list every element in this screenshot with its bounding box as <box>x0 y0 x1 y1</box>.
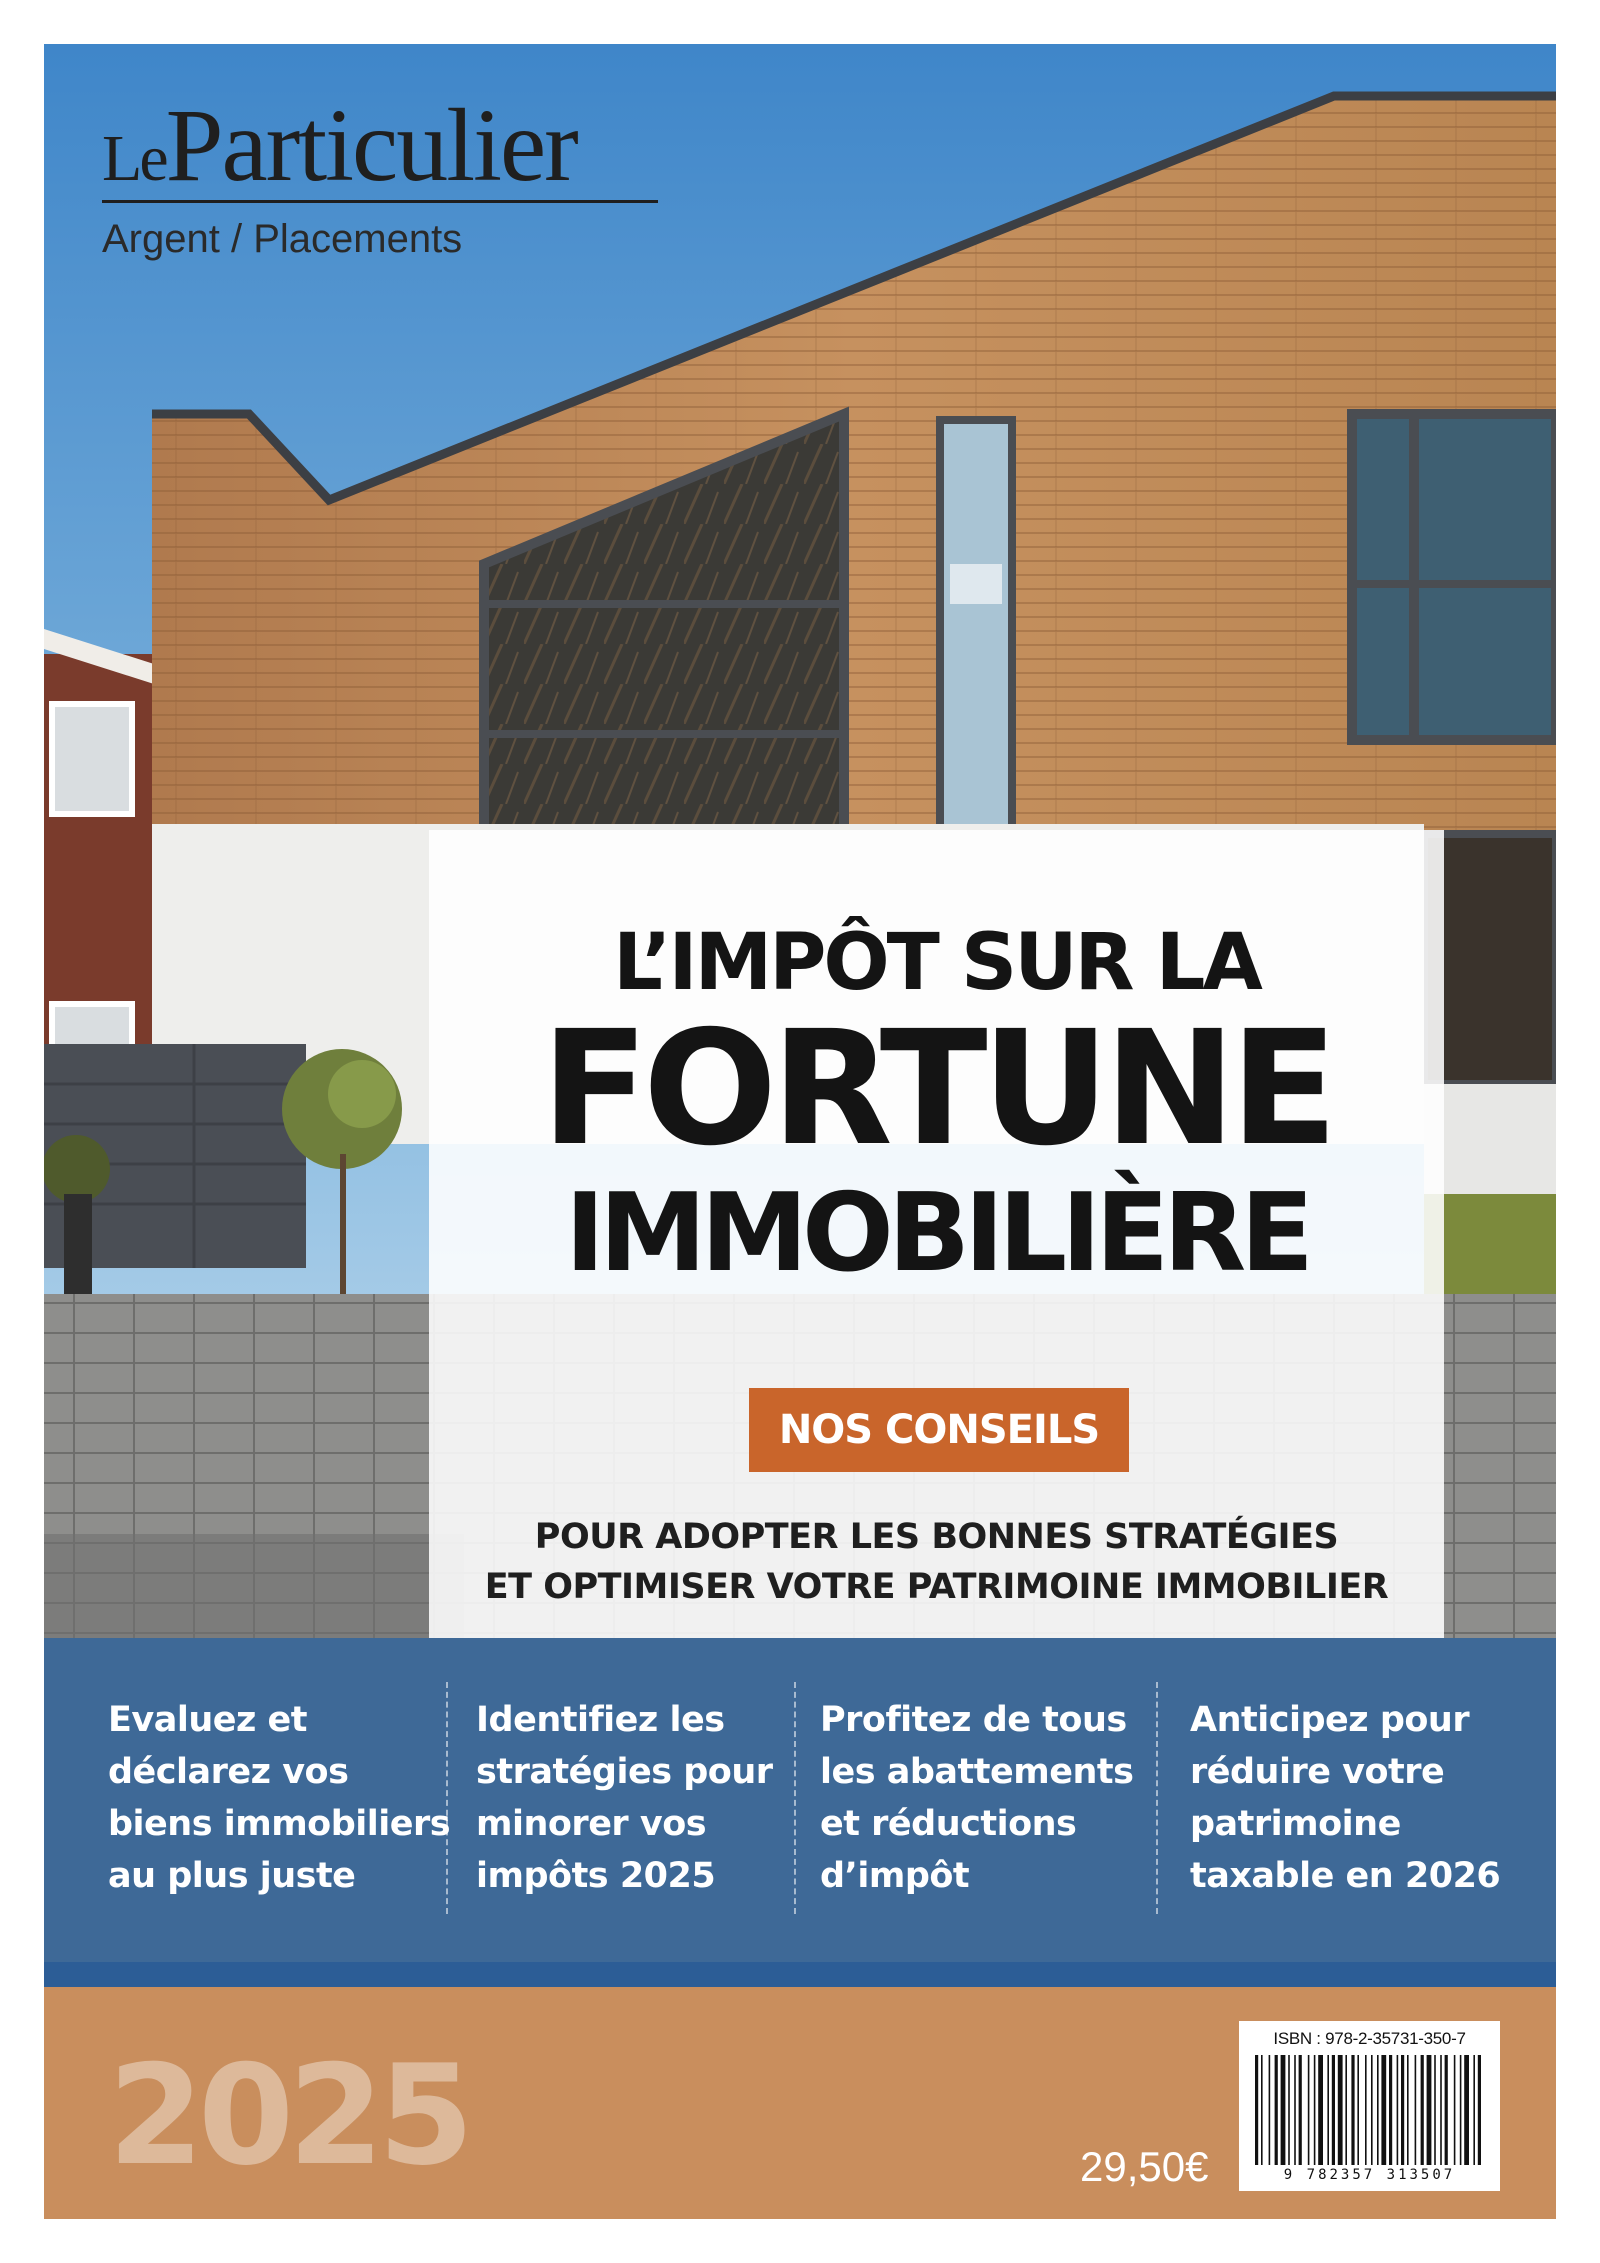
magazine-cover <box>44 44 1556 2219</box>
logo-name: Particulier <box>165 88 577 203</box>
feature-line: déclarez vos <box>108 1752 349 1792</box>
feature-line: au plus juste <box>108 1856 356 1896</box>
feature-divider <box>446 1682 448 1914</box>
feature-line: d’impôt <box>820 1856 970 1896</box>
barcode-bar <box>1318 2055 1323 2165</box>
feature-line: biens immobiliers <box>108 1804 451 1844</box>
barcode-bar <box>1351 2055 1354 2165</box>
feature-line: Evaluez et <box>108 1700 308 1740</box>
barcode-bar <box>1407 2055 1409 2165</box>
barcode <box>1253 2055 1486 2165</box>
barcode-bar <box>1434 2055 1436 2165</box>
price: 29,50€ <box>1080 2143 1209 2190</box>
title-line-2: FORTUNE <box>540 997 1333 1181</box>
advice-badge: NOS CONSEILS <box>749 1388 1129 1472</box>
barcode-bar <box>1281 2055 1286 2165</box>
brand-block <box>102 88 658 262</box>
barcode-bar <box>1464 2055 1469 2165</box>
barcode-bar <box>1338 2055 1343 2165</box>
feature-line: Anticipez pour <box>1190 1700 1470 1740</box>
barcode-bar <box>1332 2055 1335 2165</box>
feature-line: et réductions <box>820 1804 1077 1844</box>
subtitle <box>429 1512 1444 1612</box>
feature-line: réduire votre <box>1190 1752 1445 1792</box>
feature-line: taxable en 2026 <box>1190 1856 1501 1896</box>
logo-prefix: Le <box>102 122 166 195</box>
barcode-bar <box>1294 2055 1296 2165</box>
feature-divider <box>1156 1682 1158 1914</box>
title-line-1: L’IMPÔT SUR LA <box>613 918 1260 1008</box>
barcode-bar <box>1460 2055 1462 2165</box>
title-panel <box>429 830 1444 1638</box>
feature-line: stratégies pour <box>476 1752 773 1792</box>
barcode-bar <box>1288 2055 1290 2165</box>
barcode-bar <box>1371 2055 1373 2165</box>
barcode-bar <box>1454 2055 1456 2165</box>
feature-1 <box>108 1694 450 1902</box>
barcode-digits: 9 782357 313507 <box>1283 2167 1456 2183</box>
feature-divider <box>794 1682 796 1914</box>
feature-line: Profitez de tous <box>820 1700 1127 1740</box>
subtitle-line-1: POUR ADOPTER LES BONNES STRATÉGIES <box>534 1517 1339 1557</box>
barcode-bar <box>1269 2055 1271 2165</box>
barcode-bar <box>1381 2055 1386 2165</box>
feature-line: impôts 2025 <box>476 1856 716 1896</box>
barcode-bar <box>1314 2055 1316 2165</box>
feature-line: les abattements <box>820 1752 1134 1792</box>
barcode-bar <box>1397 2055 1399 2165</box>
barcode-bar <box>1415 2055 1417 2165</box>
subtitle-line-2: ET OPTIMISER VOTRE PATRIMOINE IMMOBILIER <box>484 1567 1389 1607</box>
barcode-bar <box>1255 2055 1258 2165</box>
feature-2 <box>476 1694 773 1902</box>
title-line-3: IMMOBILIÈRE <box>564 1171 1309 1296</box>
barcode-bar <box>1401 2055 1404 2165</box>
barcode-bar <box>1427 2055 1432 2165</box>
barcode-bar <box>1357 2055 1359 2165</box>
barcode-bar <box>1299 2055 1302 2165</box>
barcode-bar <box>1377 2055 1379 2165</box>
section-label: Argent / Placements <box>102 217 463 261</box>
barcode-bar <box>1275 2055 1278 2165</box>
barcode-bar <box>1389 2055 1392 2165</box>
feature-line: Identifiez les <box>476 1700 725 1740</box>
edition-year: 2025 <box>108 2035 469 2196</box>
isbn: ISBN : 978-2-35731-350-7 <box>1273 2029 1466 2048</box>
footer-band <box>44 1987 1556 2219</box>
logo <box>102 88 658 203</box>
feature-4 <box>1190 1694 1500 1902</box>
barcode-bar <box>1308 2055 1310 2165</box>
barcode-bar <box>1445 2055 1448 2165</box>
barcode-bar <box>1421 2055 1424 2165</box>
barcode-bar <box>1473 2055 1475 2165</box>
barcode-box <box>1239 2021 1500 2191</box>
feature-3 <box>820 1694 1133 1902</box>
feature-line: minorer vos <box>476 1804 707 1844</box>
barcode-bar <box>1478 2055 1481 2165</box>
features-band <box>44 1638 1556 1962</box>
feature-line: patrimoine <box>1190 1804 1401 1844</box>
barcode-bar <box>1345 2055 1347 2165</box>
barcode-bar <box>1261 2055 1263 2165</box>
barcode-bar <box>1365 2055 1367 2165</box>
barcode-bar <box>1327 2055 1329 2165</box>
barcode-bar <box>1440 2055 1442 2165</box>
